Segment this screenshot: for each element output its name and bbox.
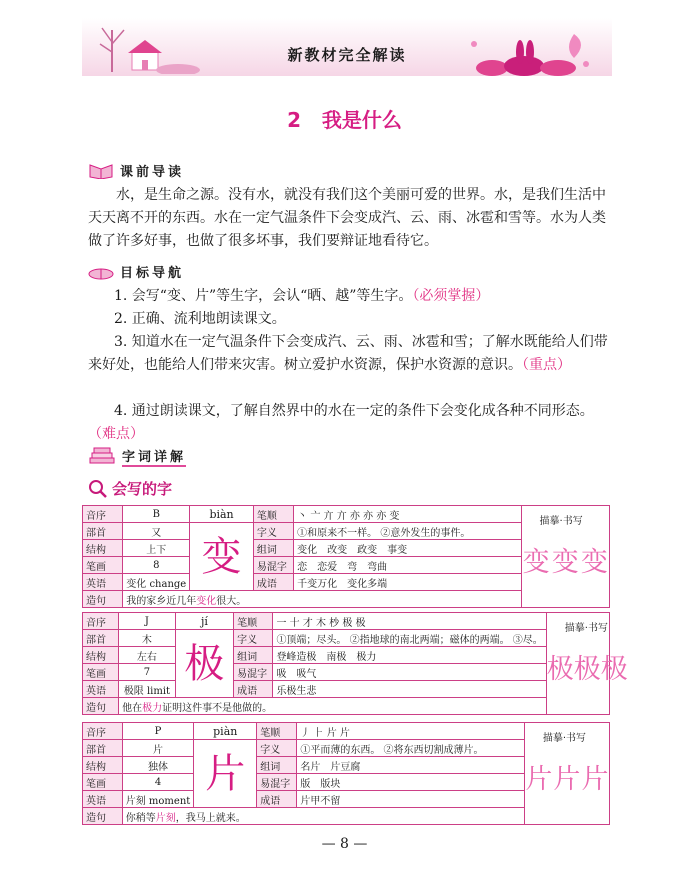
char-card-pian: 音序 P piàn 笔顺 丿 ⺊ 片 片 描摹·书写 片 片 片 部首 片 片 字义 ①平而薄的东西。 ②将东西切割成薄片。 结构 独体 组词 名片 片豆腐 笔画 4 易混字 版 版块 英语 片刻 moment 成语 片甲不留 造句 你稍等片刻，我马上就来。 — [82, 722, 610, 825]
goal-item: 2. 正确、流利地朗读课文。 — [114, 311, 286, 327]
preview-heading — [88, 160, 184, 180]
page-number: — 8 — — [321, 836, 368, 852]
stacked-books-icon — [88, 447, 116, 465]
header-banner — [82, 18, 612, 76]
bunny-hills-illustration — [454, 24, 604, 76]
preview-heading-text: 课前导读 — [120, 164, 185, 180]
big-character: 片 — [194, 740, 257, 808]
vocab-heading-text: 字词详解 — [122, 446, 186, 467]
trace-box: 描摹·书写 变 变 变 — [521, 506, 609, 608]
pinyin: biàn — [190, 506, 254, 523]
trace-box: 描摹·书写 片 片 片 — [524, 723, 609, 825]
pinyin: jí — [175, 613, 233, 630]
lesson-name: 我是什么 — [321, 108, 402, 132]
book-icon — [88, 161, 114, 179]
vocab-heading — [88, 446, 186, 466]
pinyin: piàn — [194, 723, 257, 740]
trace-box: 描摹·书写 极 极 极 — [546, 613, 609, 715]
char-card-bian: 音序 B biàn 笔顺 丶 亠 亣 亣 亦 亦 亦 变 描摹·书写 变 变 变 部首 又 变 字义 ①和原来不一样。 ②意外发生的事件。 结构 上下 组词 变化 改变 政变 事变 笔画 8 易混字 恋 恋爱 弯 弯曲 英语 变化 change 成语 千变万化 变化多端 造句 我的家乡近几年变化很大。 — [82, 505, 610, 608]
preview-text: 水，是生命之源。没有水，就没有我们这个美丽可爱的世界。水，是我们生活中天天离不开的东西。水在一定气温条件下会变成汽、云、雨、冰雹和雪等。水为人类做了许多好事，也做了很多坏事，我们要辩证地看待它。 — [88, 187, 606, 249]
goals-heading-text: 目标导航 — [120, 265, 185, 281]
goal-item: 3. 知道水在一定气温条件下会变成汽、云、雨、冰雹和雪；了解水既能给人们带来好处，也能给人们带来灾害。树立爱护水资源，保护水资源的意识。（重点） — [88, 334, 608, 373]
big-character: 变 — [190, 523, 254, 591]
banner-title: 新教材完全解读 — [287, 46, 407, 64]
goals-heading — [88, 261, 184, 281]
magnifier-icon — [88, 479, 108, 499]
writing-chars-heading: 会写的字 — [88, 478, 172, 499]
goal-item: 1. 会写“变、片”等生字，会认“晒、越”等生字。（必须掌握） — [114, 288, 490, 304]
lesson-title — [0, 104, 689, 133]
open-book-icon — [88, 262, 114, 280]
char-card-ji: 音序 J jí 笔顺 一 十 才 木 杪 极 极 描摹·书写 极 极 极 部首 木 极 字义 ①顶端；尽头。 ②指地球的南北两端；磁体的两端。 ③尽。 结构 左右 组词 登峰造极 南极 极力 笔画 7 易混字 吸 吸气 英语 极限 limit 成语 乐极生悲 造句 他在极力证明这件事不是他做的。 — [82, 612, 610, 715]
big-character: 极 — [175, 630, 233, 698]
goal-item: 4. 通过朗读课文，了解自然界中的水在一定的条件下会变化成各种不同形态。（难点） — [88, 403, 594, 442]
lesson-number: 2 — [287, 108, 302, 132]
